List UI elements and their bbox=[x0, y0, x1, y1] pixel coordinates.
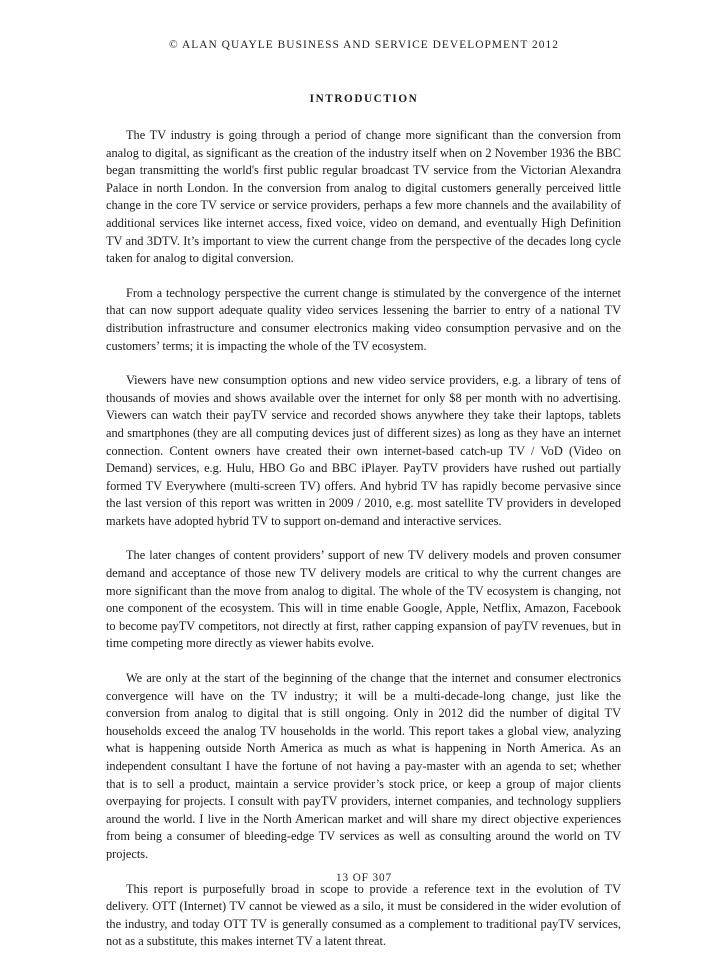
running-header: © ALAN QUAYLE BUSINESS AND SERVICE DEVELOPMENT 2012 bbox=[168, 39, 560, 51]
paragraph: The TV industry is going through a period of change more significant than the conversion from analog to digital, as significant as the creation of the industry itself when on 2 November 1936 the BBC began transmitting the world's first public regular broadcast TV service from the Victorian Alexandra Palace in north London. In the conversion from analog to digital customers generally perceived little change in the core TV service or service providers, perhaps a few more channels and the availability of additional services like internet access, fixed voice, video on demand, and eventually High Definition TV and 3DTV. It’s important to view the current change from the perspective of the decades long cycle taken for analog to digital conversion. bbox=[106, 128, 621, 266]
page-number: 13 OF 307 bbox=[336, 872, 392, 884]
section-title: INTRODUCTION bbox=[309, 93, 419, 105]
paragraph: Viewers have new consumption options and new video service providers, e.g. a library of tens of thousands of movies and shows available over the internet for only $8 per month with no advertising. Viewers can watch their payTV service and recorded shows anywhere they take their laptops, tablets and smartphones (they are all computing devices just of different sizes) as long as they have an internet connection. Content owners have created their own internet-based catch-up TV / VoD (Video on Demand) services, e.g. Hulu, HBO Go and BBC iPlayer. PayTV providers have rushed out partially formed TV Everywhere (multi-screen TV) offers. And hybrid TV has rapidly become pervasive since the last version of this report was written in 2009 / 2010, e.g. most satellite TV providers in developed markets have adopted hybrid TV to support on-demand and interactive services. bbox=[106, 373, 621, 528]
paragraph: This report is purposefully broad in scope to provide a reference text in the evolution of TV delivery. OTT (Internet) TV cannot be viewed as a silo, it must be considered in the wider evolution of the industry, and today OTT TV is generally consumed as a complement to traditional payTV services, not as a substitute, this makes internet TV a latent threat. bbox=[106, 881, 621, 949]
paragraph: From a technology perspective the current change is stimulated by the convergence of the internet that can now support adequate quality video services lessening the barrier to entry of a national TV distribution infrastructure and consumer electronics making video consumption pervasive and on the customers’ terms; it is impacting the whole of the TV ecosystem. bbox=[106, 285, 621, 353]
body-text bbox=[106, 127, 621, 968]
paragraph: The later changes of content providers’ support of new TV delivery models and proven consumer demand and acceptance of those new TV delivery models are critical to why the current changes are more significant than the move from analog to digital. The whole of the TV ecosystem is changing, not one component of the ecosystem. This will in time enable Google, Apple, Netflix, Amazon, Facebook to become payTV competitors, not directly at first, rather capping expansion of payTV revenues, but in time competing more directly as viewer habits evolve. bbox=[106, 548, 621, 651]
paragraph: We are only at the start of the beginning of the change that the internet and consumer electronics convergence will have on the TV industry; it will be a multi-decade-long change, just like the conversion from analog to digital that is still ongoing. Only in 2012 did the number of digital TV households exceed the analog TV households in the world. This report takes a global view, analyzing what is happening outside North America as much as what is happening in North America. As an independent consultant I have the fortune of not having a pay-master with an agenda to set; whether that is to sell a product, maintain a service provider’s stock price, or keep a group of major clients overpaying for projects. I consult with payTV providers, internet companies, and technology suppliers around the world. I live in the North American market and will share my direct objective experiences from being a consumer of bleeding-edge TV services as well as consulting around the world on TV projects. bbox=[106, 671, 621, 861]
